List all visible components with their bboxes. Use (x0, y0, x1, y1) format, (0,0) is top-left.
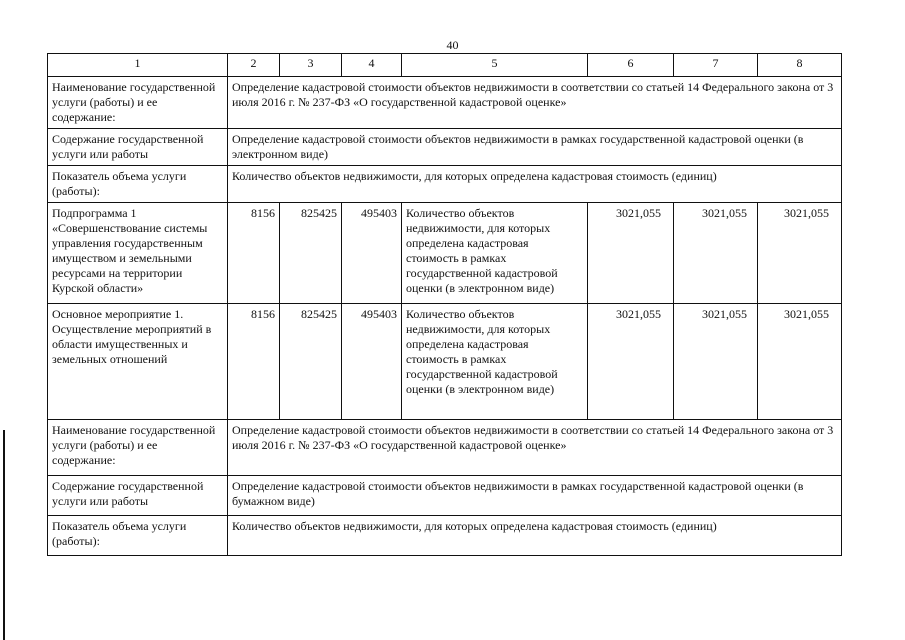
cell-value: 3021,055 (674, 304, 758, 420)
row-label: Наименование государственной услуги (работы) и ее содержание: (48, 420, 228, 476)
cell-value: 8156 (228, 304, 280, 420)
table-row (48, 420, 842, 476)
table-row (48, 203, 842, 304)
table-row (48, 516, 842, 556)
row-text: Количество объектов недвижимости, для которых определена кадастровая стоимость (единиц) (228, 516, 842, 556)
cell-value: 825425 (280, 304, 342, 420)
cell-value: 8156 (228, 203, 280, 304)
row-text: Определение кадастровой стоимости объектов недвижимости в рамках государственной кадастровой оценки (в бумажном виде) (228, 476, 842, 516)
cell-value: 3021,055 (674, 203, 758, 304)
column-header: 4 (342, 54, 402, 77)
page-number: 40 (446, 38, 459, 52)
column-header: 2 (228, 54, 280, 77)
margin-rule (3, 430, 5, 640)
row-label: Показатель объема услуги (работы): (48, 516, 228, 556)
table-row (48, 304, 842, 420)
row-text: Количество объектов недвижимости, для которых определена кадастровая стоимость (единиц) (228, 166, 842, 203)
row-label: Основное мероприятие 1. Осуществление мероприятий в области имущественных и земельных отношений (48, 304, 228, 420)
column-header: 1 (48, 54, 228, 77)
row-label: Подпрограмма 1 «Совершенствование системы управления государственным имуществом и земельными ресурсами на территории Курской области» (48, 203, 228, 304)
cell-value: 3021,055 (758, 304, 842, 420)
table-row (48, 129, 842, 166)
cell-value: 825425 (280, 203, 342, 304)
column-header: 5 (402, 54, 588, 77)
row-text: Определение кадастровой стоимости объектов недвижимости в соответствии со статьей 14 Федерального закона от 3 июля 2016 г. № 237-ФЗ «О государственной кадастровой оценке» (228, 77, 842, 129)
cell-value: 495403 (342, 304, 402, 420)
column-header-row (48, 54, 842, 77)
cell-value: 3021,055 (758, 203, 842, 304)
row-text: Определение кадастровой стоимости объектов недвижимости в рамках государственной кадастровой оценки (в электронном виде) (228, 129, 842, 166)
table-row (48, 476, 842, 516)
cell-value: 3021,055 (588, 203, 674, 304)
row-label: Показатель объема услуги (работы): (48, 166, 228, 203)
cell-description: Количество объектов недвижимости, для которых определена кадастровая стоимость в рамках государственной кадастровой оценки (в электронном виде) (402, 203, 588, 304)
services-table (47, 53, 842, 556)
row-label: Наименование государственной услуги (работы) и ее содержание: (48, 77, 228, 129)
cell-description: Количество объектов недвижимости, для которых определена кадастровая стоимость в рамках государственной кадастровой оценки (в электронном виде) (402, 304, 588, 420)
cell-value: 3021,055 (588, 304, 674, 420)
row-label: Содержание государственной услуги или работы (48, 476, 228, 516)
column-header: 3 (280, 54, 342, 77)
column-header: 7 (674, 54, 758, 77)
row-text: Определение кадастровой стоимости объектов недвижимости в соответствии со статьей 14 Федерального закона от 3 июля 2016 г. № 237-ФЗ «О государственной кадастровой оценке» (228, 420, 842, 476)
row-label: Содержание государственной услуги или работы (48, 129, 228, 166)
cell-value: 495403 (342, 203, 402, 304)
table-row (48, 77, 842, 129)
column-header: 6 (588, 54, 674, 77)
table-row (48, 166, 842, 203)
column-header: 8 (758, 54, 842, 77)
